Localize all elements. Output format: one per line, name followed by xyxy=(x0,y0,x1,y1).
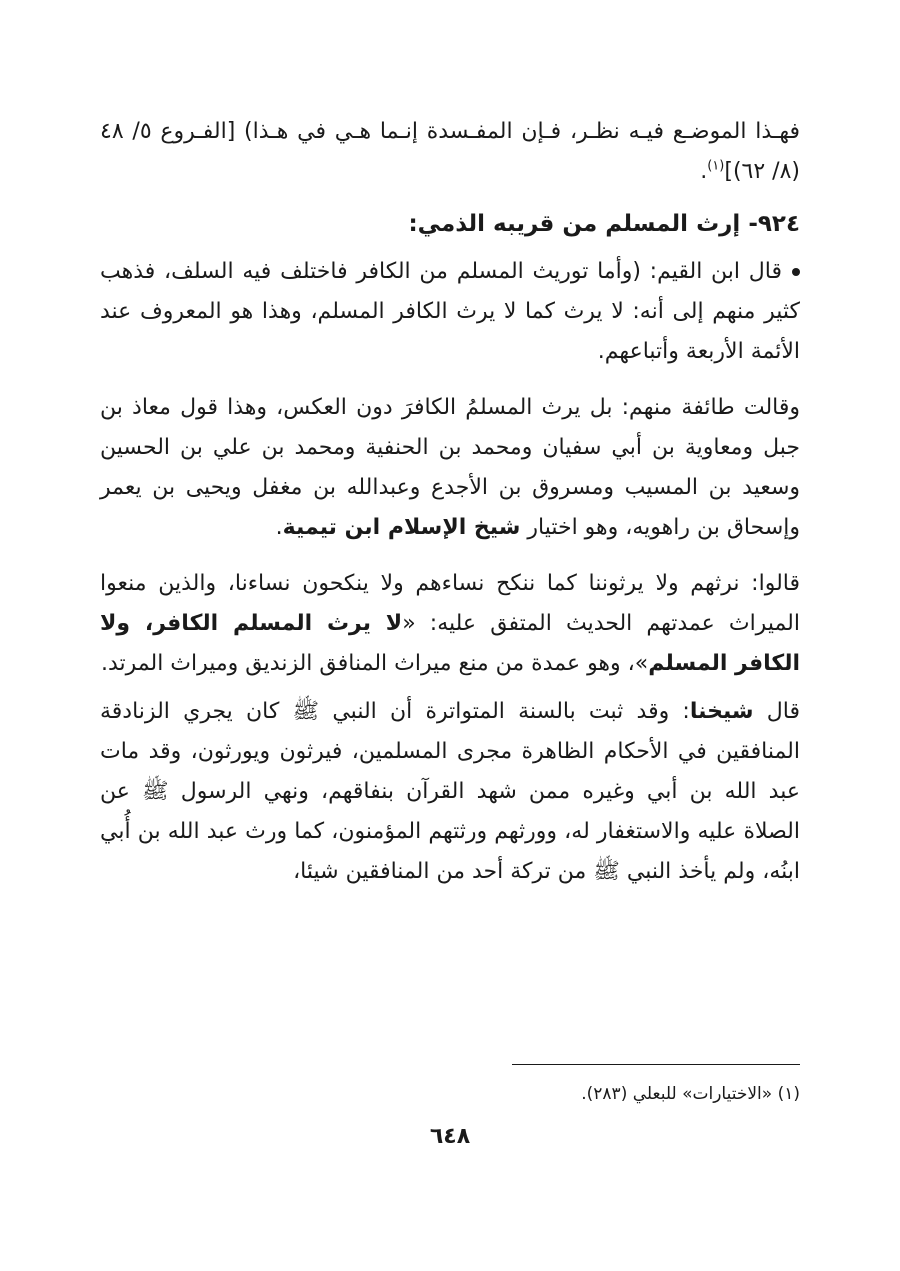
paragraph-their-argument-text: قالوا: نرثهم ولا يرثوننا كما ننكح نساءهم ولا ينكحون نساءنا، والذين منعوا الميراث عمدتهم الحديث المتفق عليه: « xyxy=(100,571,800,636)
paragraph-group-opinion xyxy=(100,388,800,548)
paragraph-their-argument xyxy=(100,564,800,684)
shaykhuna-word: شيخنا xyxy=(689,699,754,724)
footnote-divider xyxy=(512,1064,800,1065)
footnote-reference: (١) xyxy=(707,158,725,174)
section-heading: ٩٢٤- إرث المسلم من قريبه الذمي: xyxy=(408,211,800,237)
paragraph-continuation-text: فهـذا الموضـع فيـه نظـر، فـإن المفـسدة إنـما هـي في هـذا) [الفـروع ٥/ ٤٨ (٨/ ٦٢)] xyxy=(100,119,801,184)
paragraph-shaykhuna-text: : وقد ثبت بالسنة المتواترة أن النبي ﷺ كان يجري الزنادقة المنافقين في الأحكام الظاهرة مجرى المسلمين، فيرثون ويورثون، وقد مات عبد الله بن أبي وغيره ممن شهد القرآن بنفاقهم، ونهي الرسول ﷺ عن الصلاة عليه والاستغفار له، وورثهم ورثتهم المؤمنون، كما ورث عبد الله بن أُبي ابنُه، ولم يأخذ النبي ﷺ من تركة أحد من المنافقين شيئا، xyxy=(100,699,800,884)
bullet-icon xyxy=(792,268,800,276)
paragraph-continuation xyxy=(100,112,800,192)
paragraph-their-argument-end: »، وهو عمدة من منع ميراث المنافق الزنديق وميراث المرتد. xyxy=(100,651,649,676)
paragraph-ibn-qayyim-text: قال ابن القيم: (وأما توريث المسلم من الكافر فاختلف فيه السلف، فذهب كثير منهم إلى أنه: لا يرث كما لا يرث الكافر المسلم، وهذا هو المعروف عند الأئمة الأربعة وأتباعهم. xyxy=(100,259,800,364)
shaykh-al-islam-name: شيخ الإسلام ابن تيمية xyxy=(282,515,521,540)
page-number: ٦٤٨ xyxy=(429,1124,471,1149)
footnote: (١) «الاختيارات» للبعلي (٢٨٣). xyxy=(581,1084,800,1104)
hadith-text: لا يرث المسلم الكافر، ولا الكافر المسلم xyxy=(100,611,800,676)
paragraph-shaykhuna-lead: قال xyxy=(766,699,800,724)
paragraph-end: . xyxy=(275,515,283,540)
paragraph-end: . xyxy=(700,159,708,184)
paragraph-group-opinion-text: وقالت طائفة منهم: بل يرث المسلمُ الكافرَ دون العكس، وهذا قول معاذ بن جبل ومعاوية بن أبي سفيان ومحمد بن الحنفية ومحمد بن علي بن الحسين وسعيد بن المسيب ومسروق بن الأجدع وعبدالله بن مغفل ويحيى بن يعمر وإسحاق بن راهويه، وهو اختيار xyxy=(100,395,800,540)
paragraph-ibn-qayyim xyxy=(100,252,800,372)
page-body xyxy=(100,112,800,892)
paragraph-shaykhuna xyxy=(100,692,800,892)
